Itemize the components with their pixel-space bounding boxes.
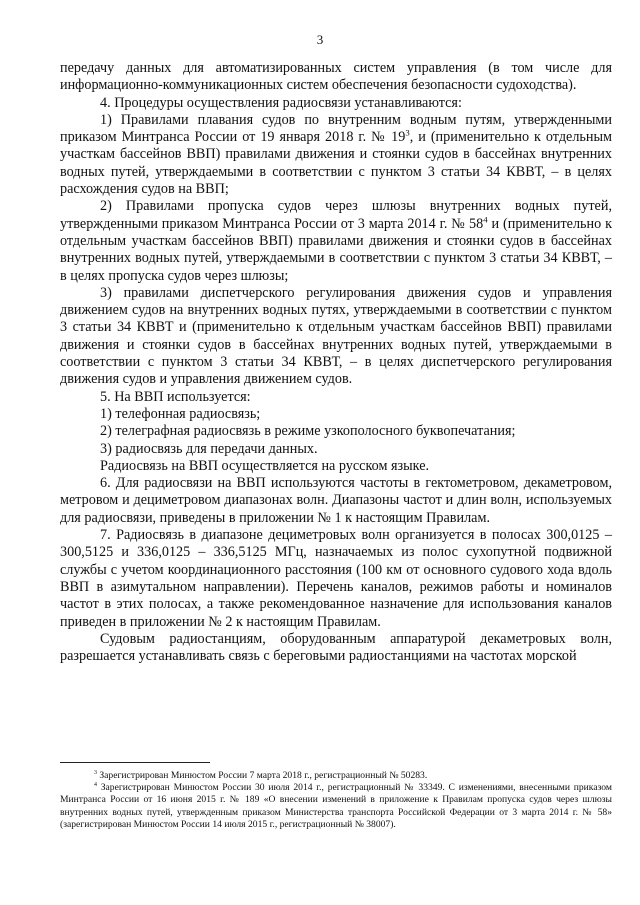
paragraph-item-5-3: 3) радиосвязь для передачи данных.	[100, 440, 318, 457]
paragraph-item-6: 6. Для радиосвязи на ВВП используются частоты в гектометровом, декаметровом, метровом и дециметровом диапазонах волн. Диапазоны частот и длин волн, используемых для радиосвязи, приведены в приложении № 1 к настоящим Правилам.	[60, 475, 612, 526]
paragraph-item-4: 4. Процедуры осуществления радиосвязи устанавливаются:	[100, 94, 462, 111]
footnote-mark: 4	[94, 782, 97, 789]
paragraph-text: 2) Правилами пропуска судов через шлюзы внутренних водных путей, утвержденными приказом Минтранса России от 3 марта 2014 г. № 58	[60, 198, 612, 232]
paragraph-item-5-2: 2) телеграфная радиосвязь в режиме узкополосного буквопечатания;	[100, 423, 516, 440]
paragraph-language: Радиосвязь на ВВП осуществляется на русском языке.	[100, 457, 430, 474]
footnote-ref: 3	[405, 127, 410, 138]
footnote-4	[60, 782, 612, 831]
footnote-text: Зарегистрирован Минюстом России 30 июля 2014 г., регистрационный № 33349. С изменениями, внесенными приказом Минтранса России от 16 июня 2015 г. № 189 «О внесении изменений в приложение к Правилам пропуска судов через шлюзы внутренних водных путей, утвержденным приказом Министерства транспорта Российской Федерации от 3 марта 2014 г. № 58» (зарегистрирован Минюстом России 14 июля 2015 г., регистрационный № 38007).	[60, 782, 612, 830]
paragraph-item-5: 5. На ВВП используется:	[100, 388, 251, 405]
paragraph-text: 1) Правилами плавания судов по внутренним водным путям, утвержденными приказом Минтранса России от 19 января 2018 г. № 19	[60, 111, 612, 146]
paragraph-text: , и (применительно к отдельным участкам бассейнов ВВП) правилами движения и стоянки судов в бассейнах внутренних водных путей, утверждаемыми в соответствии с пунктом 3 статьи 34 КВВТ, – в целях расхождения судов на ВВП;	[60, 129, 612, 198]
footnote-3	[60, 770, 612, 782]
paragraph-continuation: передачу данных для автоматизированных систем управления (в том числе для информационно-коммуникационных систем обеспечения безопасности судоходства).	[60, 60, 612, 94]
paragraph-item-4-2	[60, 198, 612, 284]
footnote-mark: 3	[94, 769, 97, 776]
footnotes	[60, 770, 612, 831]
footnote-text: Зарегистрирован Минюстом России 7 марта 2018 г., регистрационный № 50283.	[96, 770, 428, 781]
paragraph-item-7: 7. Радиосвязь в диапазоне дециметровых волн организуется в полосах 300,0125 – 300,5125 и 336,0125 – 336,5125 МГц, назначаемых из полос сухопутной подвижной службы с учетом координационного расстояния (100 км от основного судового хода вдоль ВВП в азимутальном направлении). Перечень каналов, режимов работы и номиналов частот в этих полосах, а также рекомендованное назначение для использования каналов приведен в приложении № 2 к настоящим Правилам.	[60, 527, 612, 630]
footnote-ref: 4	[483, 213, 488, 224]
footnote-divider	[60, 762, 210, 763]
paragraph-item-4-3: 3) правилами диспетчерского регулирования движения судов и управления движением судов на внутренних водных путях, утверждаемыми в соответствии с пунктом 3 статьи 34 КВВТ и (применительно к отдельным участкам бассейнов ВВП) правилами движения и стоянки судов в бассейнах внутренних водных путей, утверждаемыми в соответствии с пунктом 3 статьи 34 КВВТ, – в целях диспетчерского регулирования движения судов и управления движением судов.	[60, 284, 612, 388]
paragraph-text: и (применительно к отдельным участкам бассейнов ВВП) правилами движения и стоянки судов в бассейнах внутренних водных путей, утверждаемыми в соответствии с пунктом 3 статьи 34 КВВТ, – в целях пропуска судов через шлюзы;	[60, 215, 612, 284]
paragraph-item-4-1	[60, 112, 612, 198]
document-body	[60, 60, 612, 665]
paragraph-item-5-1: 1) телефонная радиосвязь;	[100, 405, 261, 422]
paragraph-ship-stations: Судовым радиостанциям, оборудованным аппаратурой декаметровых волн, разрешается устанавливать связь с береговыми радиостанциями на частотах морской	[60, 630, 612, 665]
page-number: 3	[316, 32, 324, 47]
